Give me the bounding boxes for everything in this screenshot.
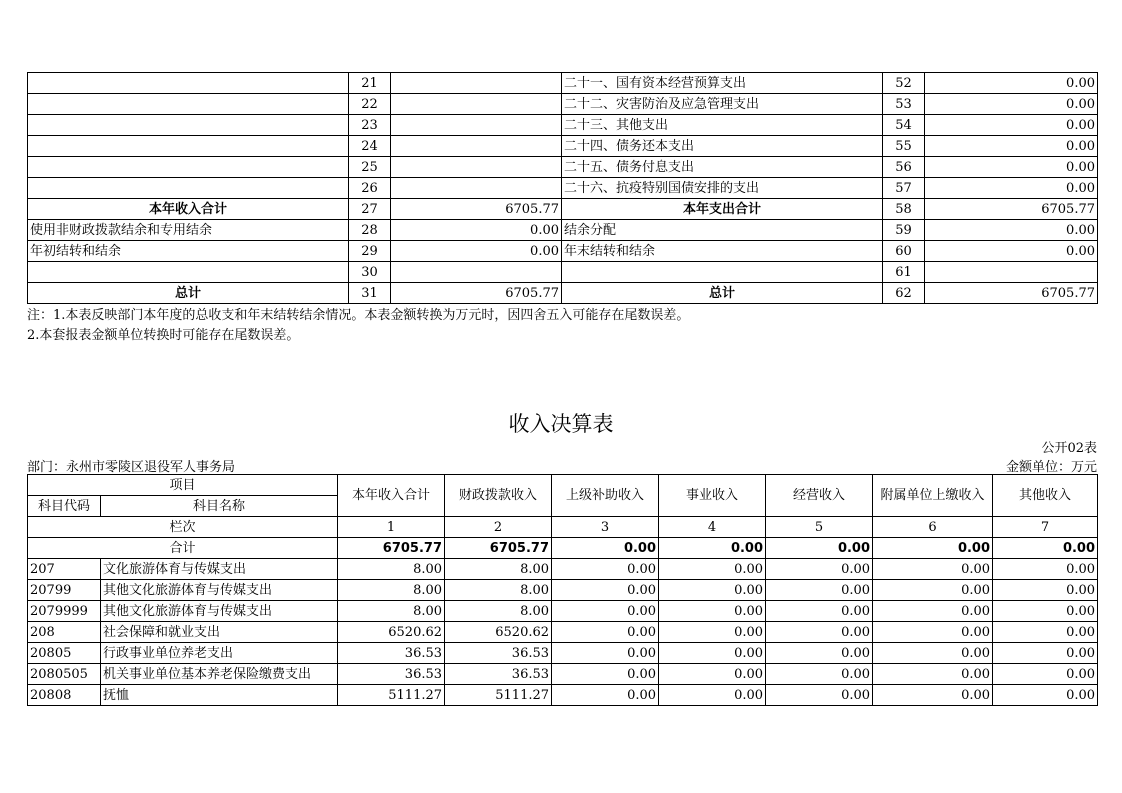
income-amount <box>391 262 562 283</box>
amount-cell: 8.00 <box>445 601 552 622</box>
amount-cell: 0.00 <box>873 601 993 622</box>
expense-amount <box>925 262 1098 283</box>
income-row-number: 22 <box>349 94 391 115</box>
income-item-name <box>28 94 349 115</box>
expense-item-name: 总计 <box>562 283 883 304</box>
amount-cell: 0.00 <box>993 601 1098 622</box>
col-number: 3 <box>552 517 659 538</box>
summary-row <box>28 262 1098 283</box>
table-row <box>28 580 1098 601</box>
amount-cell: 0.00 <box>659 685 766 706</box>
amount-cell: 0.00 <box>766 580 873 601</box>
income-amount: 6705.77 <box>391 283 562 304</box>
expense-row-number: 54 <box>883 115 925 136</box>
income-row-number: 28 <box>349 220 391 241</box>
header-col-operating: 经营收入 <box>766 475 873 517</box>
note-line-1: 注：1.本表反映部门本年度的总收支和年末结转结余情况。本表金额转换为万元时，因四舍五入可能存在尾数误差。 <box>27 308 690 323</box>
income-amount: 0.00 <box>391 241 562 262</box>
expense-row-number: 56 <box>883 157 925 178</box>
summary-row <box>28 220 1098 241</box>
income-row-number: 29 <box>349 241 391 262</box>
amount-cell: 0.00 <box>659 559 766 580</box>
subject-code: 20808 <box>28 685 101 706</box>
summary-row <box>28 283 1098 304</box>
header-col-affiliated: 附属单位上缴收入 <box>873 475 993 517</box>
amount-cell: 6520.62 <box>445 622 552 643</box>
header-item: 项目 <box>28 475 338 496</box>
expense-item-name: 二十三、其他支出 <box>562 115 883 136</box>
summary-row <box>28 241 1098 262</box>
subject-name: 抚恤 <box>101 685 338 706</box>
expense-amount: 0.00 <box>925 241 1098 262</box>
income-item-name: 使用非财政拨款结余和专用结余 <box>28 220 349 241</box>
amount-cell: 5111.27 <box>338 685 445 706</box>
header-row-1 <box>28 475 1098 496</box>
expense-amount: 0.00 <box>925 178 1098 199</box>
income-amount <box>391 136 562 157</box>
income-row-number: 21 <box>349 73 391 94</box>
expense-amount: 0.00 <box>925 220 1098 241</box>
header-col-upper: 上级补助收入 <box>552 475 659 517</box>
subject-code: 2079999 <box>28 601 101 622</box>
col-number: 5 <box>766 517 873 538</box>
amount-cell: 0.00 <box>659 622 766 643</box>
expense-item-name: 二十五、债务付息支出 <box>562 157 883 178</box>
amount-cell: 6520.62 <box>338 622 445 643</box>
summary-row <box>28 73 1098 94</box>
amount-cell: 0.00 <box>873 559 993 580</box>
col-number: 2 <box>445 517 552 538</box>
total-value: 0.00 <box>766 538 873 559</box>
col-number: 7 <box>993 517 1098 538</box>
income-item-name: 总计 <box>28 283 349 304</box>
subject-name: 文化旅游体育与传媒支出 <box>101 559 338 580</box>
expense-item-name: 本年支出合计 <box>562 199 883 220</box>
amount-cell: 0.00 <box>993 559 1098 580</box>
table-row <box>28 601 1098 622</box>
income-amount <box>391 94 562 115</box>
income-amount: 0.00 <box>391 220 562 241</box>
amount-cell: 0.00 <box>659 601 766 622</box>
income-amount <box>391 157 562 178</box>
header-col-total: 本年收入合计 <box>338 475 445 517</box>
amount-cell: 0.00 <box>552 559 659 580</box>
expense-row-number: 55 <box>883 136 925 157</box>
income-item-name <box>28 178 349 199</box>
expense-row-number: 59 <box>883 220 925 241</box>
header-col-other: 其他收入 <box>993 475 1098 517</box>
income-row-number: 23 <box>349 115 391 136</box>
header-code: 科目代码 <box>28 496 101 517</box>
amount-cell: 0.00 <box>552 580 659 601</box>
subject-code: 207 <box>28 559 101 580</box>
unit-label: 金额单位：万元 <box>1005 460 1097 475</box>
subject-name: 行政事业单位养老支出 <box>101 643 338 664</box>
total-value: 0.00 <box>659 538 766 559</box>
subject-name: 社会保障和就业支出 <box>101 622 338 643</box>
amount-cell: 0.00 <box>993 664 1098 685</box>
amount-cell: 8.00 <box>445 580 552 601</box>
amount-cell: 0.00 <box>659 664 766 685</box>
total-label: 合计 <box>28 538 338 559</box>
expense-item-name: 二十四、债务还本支出 <box>562 136 883 157</box>
expense-amount: 0.00 <box>925 73 1098 94</box>
expense-item-name: 二十一、国有资本经营预算支出 <box>562 73 883 94</box>
amount-cell: 0.00 <box>552 601 659 622</box>
summary-row <box>28 157 1098 178</box>
amount-cell: 0.00 <box>873 643 993 664</box>
income-row-number: 27 <box>349 199 391 220</box>
amount-cell: 0.00 <box>873 685 993 706</box>
amount-cell: 36.53 <box>338 643 445 664</box>
summary-table-body <box>28 73 1098 304</box>
income-item-name <box>28 136 349 157</box>
expense-row-number: 53 <box>883 94 925 115</box>
total-value: 6705.77 <box>445 538 552 559</box>
amount-cell: 0.00 <box>766 664 873 685</box>
col-number: 4 <box>659 517 766 538</box>
summary-row <box>28 115 1098 136</box>
expense-row-number: 52 <box>883 73 925 94</box>
amount-cell: 8.00 <box>445 559 552 580</box>
amount-cell: 8.00 <box>338 580 445 601</box>
amount-cell: 0.00 <box>993 622 1098 643</box>
income-row-number: 31 <box>349 283 391 304</box>
header-lanci: 栏次 <box>28 517 338 538</box>
income-amount <box>391 73 562 94</box>
expense-amount: 0.00 <box>925 94 1098 115</box>
amount-cell: 0.00 <box>659 580 766 601</box>
subject-code: 2080505 <box>28 664 101 685</box>
subject-name: 其他文化旅游体育与传媒支出 <box>101 580 338 601</box>
amount-cell: 0.00 <box>993 580 1098 601</box>
expense-row-number: 60 <box>883 241 925 262</box>
summary-row <box>28 94 1098 115</box>
amount-cell: 0.00 <box>766 601 873 622</box>
expense-item-name: 二十六、抗疫特别国债安排的支出 <box>562 178 883 199</box>
total-value: 0.00 <box>993 538 1098 559</box>
amount-cell: 8.00 <box>338 601 445 622</box>
amount-cell: 0.00 <box>766 685 873 706</box>
amount-cell: 0.00 <box>552 685 659 706</box>
expense-amount: 6705.77 <box>925 283 1098 304</box>
header-row-lanci <box>28 517 1098 538</box>
amount-cell: 0.00 <box>766 559 873 580</box>
form-code: 公开02表 <box>1041 441 1097 456</box>
summary-row <box>28 199 1098 220</box>
income-row-number: 25 <box>349 157 391 178</box>
expense-amount: 0.00 <box>925 157 1098 178</box>
income-amount: 6705.77 <box>391 199 562 220</box>
expense-row-number: 57 <box>883 178 925 199</box>
amount-cell: 0.00 <box>993 643 1098 664</box>
summary-row <box>28 136 1098 157</box>
col-number: 1 <box>338 517 445 538</box>
income-amount <box>391 115 562 136</box>
total-value: 0.00 <box>552 538 659 559</box>
table-row <box>28 622 1098 643</box>
amount-cell: 0.00 <box>552 622 659 643</box>
income-amount <box>391 178 562 199</box>
expense-item-name <box>562 262 883 283</box>
col-number: 6 <box>873 517 993 538</box>
amount-cell: 0.00 <box>659 643 766 664</box>
amount-cell: 0.00 <box>552 664 659 685</box>
amount-cell: 5111.27 <box>445 685 552 706</box>
total-row <box>28 538 1098 559</box>
subject-code: 20799 <box>28 580 101 601</box>
income-item-name: 年初结转和结余 <box>28 241 349 262</box>
income-row-number: 24 <box>349 136 391 157</box>
income-item-name <box>28 262 349 283</box>
subject-code: 208 <box>28 622 101 643</box>
table-row <box>28 685 1098 706</box>
summary-table <box>27 72 1098 304</box>
income-table-body <box>28 475 1098 706</box>
subject-code: 20805 <box>28 643 101 664</box>
table-row <box>28 664 1098 685</box>
expense-amount: 0.00 <box>925 115 1098 136</box>
income-row-number: 30 <box>349 262 391 283</box>
amount-cell: 0.00 <box>873 580 993 601</box>
total-value: 6705.77 <box>338 538 445 559</box>
amount-cell: 8.00 <box>338 559 445 580</box>
expense-row-number: 61 <box>883 262 925 283</box>
expense-amount: 6705.77 <box>925 199 1098 220</box>
table-row <box>28 559 1098 580</box>
expense-item-name: 年末结转和结余 <box>562 241 883 262</box>
amount-cell: 0.00 <box>766 643 873 664</box>
amount-cell: 36.53 <box>445 643 552 664</box>
income-item-name <box>28 157 349 178</box>
header-col-fiscal: 财政拨款收入 <box>445 475 552 517</box>
income-table <box>27 474 1098 706</box>
amount-cell: 36.53 <box>338 664 445 685</box>
amount-cell: 0.00 <box>873 622 993 643</box>
amount-cell: 0.00 <box>873 664 993 685</box>
note-line-2: 2.本套报表金额单位转换时可能存在尾数误差。 <box>27 328 300 343</box>
header-col-business: 事业收入 <box>659 475 766 517</box>
header-name: 科目名称 <box>101 496 338 517</box>
amount-cell: 0.00 <box>552 643 659 664</box>
amount-cell: 36.53 <box>445 664 552 685</box>
subject-name: 其他文化旅游体育与传媒支出 <box>101 601 338 622</box>
expense-item-name: 二十二、灾害防治及应急管理支出 <box>562 94 883 115</box>
summary-row <box>28 178 1098 199</box>
income-item-name <box>28 73 349 94</box>
table-row <box>28 643 1098 664</box>
expense-row-number: 58 <box>883 199 925 220</box>
expense-item-name: 结余分配 <box>562 220 883 241</box>
subject-name: 机关事业单位基本养老保险缴费支出 <box>101 664 338 685</box>
income-row-number: 26 <box>349 178 391 199</box>
amount-cell: 0.00 <box>766 622 873 643</box>
expense-amount: 0.00 <box>925 136 1098 157</box>
report-title: 收入决算表 <box>508 412 614 436</box>
income-item-name <box>28 115 349 136</box>
expense-row-number: 62 <box>883 283 925 304</box>
amount-cell: 0.00 <box>993 685 1098 706</box>
income-item-name: 本年收入合计 <box>28 199 349 220</box>
total-value: 0.00 <box>873 538 993 559</box>
department-label: 部门：永州市零陵区退役军人事务局 <box>27 460 236 475</box>
